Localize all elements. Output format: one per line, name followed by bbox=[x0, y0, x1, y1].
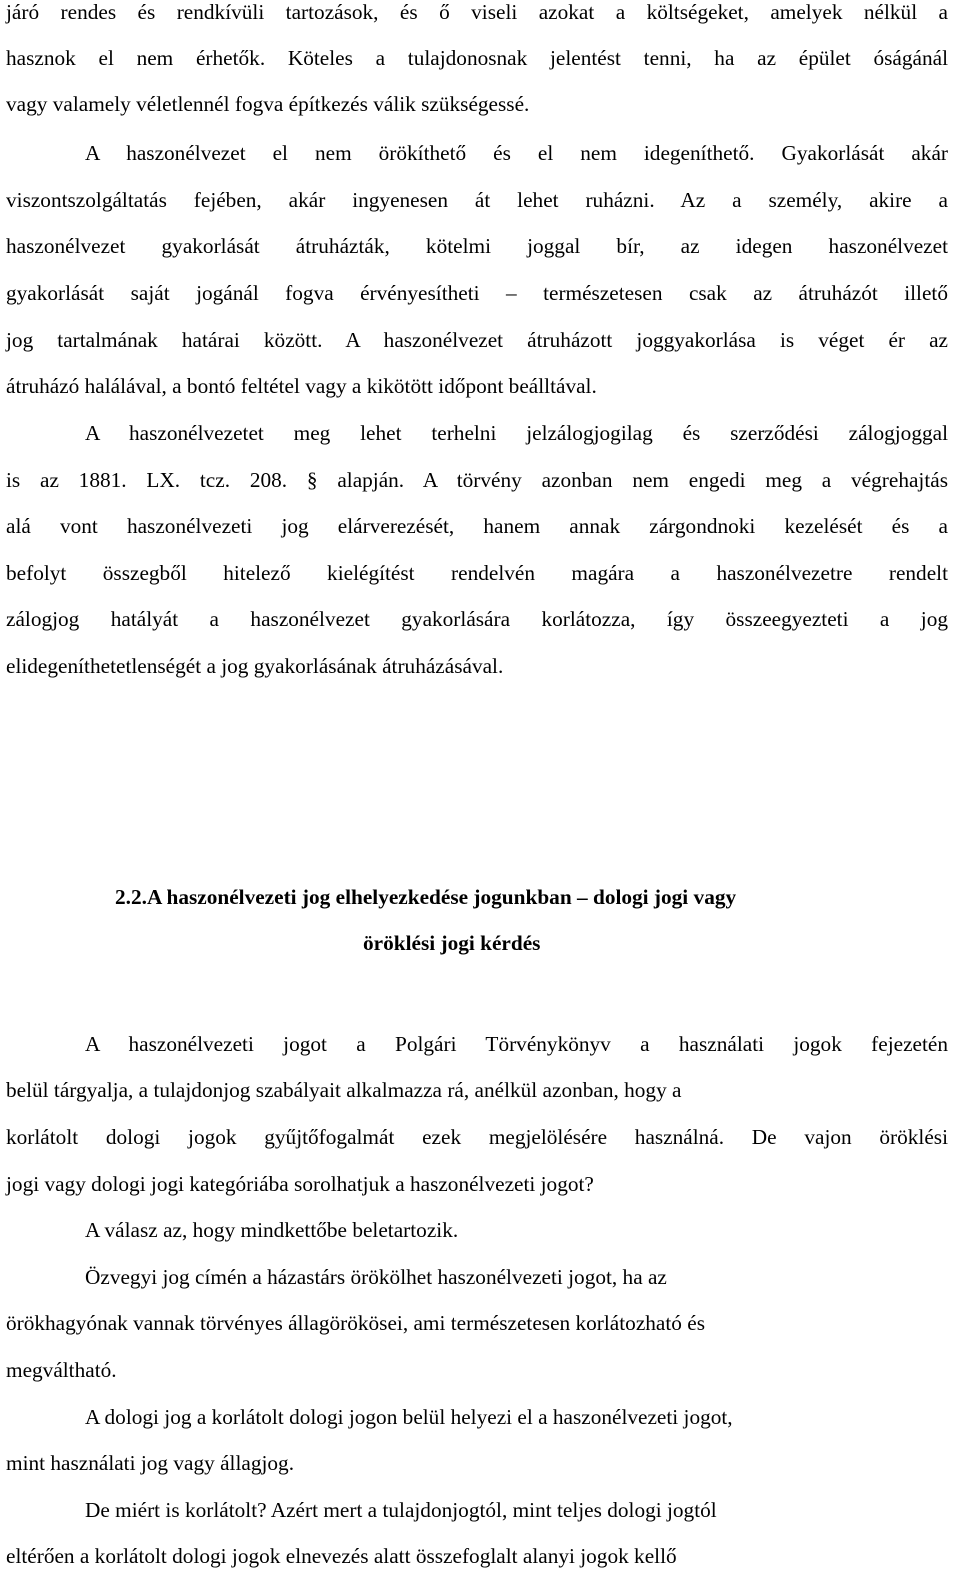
text-line: befolyt összegből hitelező kielégítést rendelvén magára a haszonélvezetre rendelt bbox=[6, 561, 948, 585]
text-line: megváltható. bbox=[6, 1358, 117, 1382]
section-heading-line-1: 2.2.A haszonélvezeti jog elhelyezkedése jogunkban – dologi jogi vagy bbox=[115, 885, 737, 909]
text-line: A haszonélvezetet meg lehet terhelni jelzálogjogilag és szerződési zálogjoggal bbox=[85, 421, 948, 445]
text-line: eltérően a korlátolt dologi jogok elnevezés alatt összefoglalt alanyi jogok kellő bbox=[6, 1544, 677, 1568]
text-line: átruházó halálával, a bontó feltétel vagy a kikötött időpont beálltával. bbox=[6, 374, 597, 398]
text-line: haszonélvezet gyakorlását átruházták, kötelmi joggal bír, az idegen haszonélvezet bbox=[6, 234, 948, 258]
text-line: jogi vagy dologi jogi kategóriába sorolhatjuk a haszonélvezeti jogot? bbox=[6, 1172, 594, 1196]
text-line: is az 1881. LX. tcz. 208. § alapján. A törvény azonban nem engedi meg a végrehajtás bbox=[6, 468, 948, 492]
text-line: gyakorlását saját jogánál fogva érvényesítheti – természetesen csak az átruházót illető bbox=[6, 281, 948, 305]
section-heading-line-2: öröklési jogi kérdés bbox=[363, 931, 541, 955]
text-line: alá vont haszonélvezeti jog elárverezését, hanem annak zárgondnoki kezelését és a bbox=[6, 514, 948, 538]
text-line: járó rendes és rendkívüli tartozások, és ő viseli azokat a költségeket, amelyek nélkül a bbox=[6, 0, 948, 24]
text-line: vagy valamely véletlennél fogva építkezés válik szükségessé. bbox=[6, 92, 530, 116]
text-line: hasznok el nem érhetők. Köteles a tulajdonosnak jelentést tenni, ha az épület óságánál bbox=[6, 46, 948, 70]
text-line: viszontszolgáltatás fejében, akár ingyenesen át lehet ruházni. Az a személy, akire a bbox=[6, 188, 948, 212]
text-line: zálogjog hatályát a haszonélvezet gyakorlására korlátozza, így összeegyezteti a jog bbox=[6, 607, 948, 631]
text-line: mint használati jog vagy állagjog. bbox=[6, 1451, 295, 1475]
text-line: A haszonélvezet el nem örökíthető és el nem idegeníthető. Gyakorlását akár bbox=[85, 141, 948, 165]
text-line: jog tartalmának határai között. A haszonélvezet átruházott joggyakorlása is véget ér az bbox=[6, 328, 948, 352]
text-line: A válasz az, hogy mindkettőbe beletartozik. bbox=[85, 1218, 459, 1242]
text-line: örökhagyónak vannak törvényes állagörökösei, ami természetesen korlátozható és bbox=[6, 1311, 706, 1335]
text-line: belül tárgyalja, a tulajdonjog szabályait alkalmazza rá, anélkül azonban, hogy a bbox=[6, 1078, 682, 1102]
text-line: korlátolt dologi jogok gyűjtőfogalmát ezek megjelölésére használná. De vajon öröklési bbox=[6, 1125, 948, 1149]
text-line: A haszonélvezeti jogot a Polgári Törvénykönyv a használati jogok fejezetén bbox=[85, 1032, 948, 1056]
text-line: elidegeníthetetlenségét a jog gyakorlásának átruházásával. bbox=[6, 654, 504, 678]
text-line: De miért is korlátolt? Azért mert a tulajdonjogtól, mint teljes dologi jogtól bbox=[85, 1498, 717, 1522]
text-line: Özvegyi jog címén a házastárs örökölhet haszonélvezeti jogot, ha az bbox=[85, 1265, 667, 1289]
text-line: A dologi jog a korlátolt dologi jogon belül helyezi el a haszonélvezeti jogot, bbox=[85, 1405, 733, 1429]
